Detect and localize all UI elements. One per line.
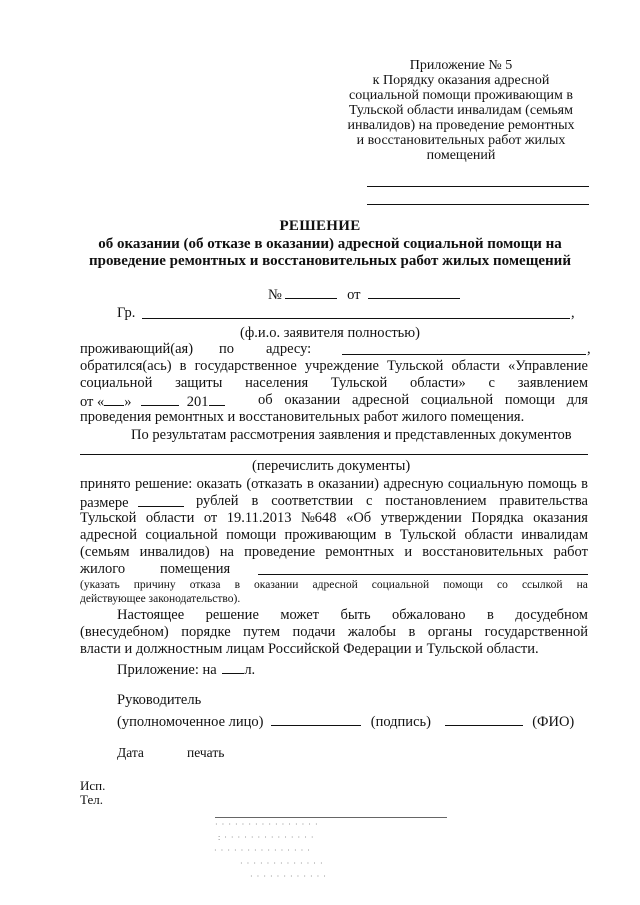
- word: правительства: [499, 493, 588, 509]
- word: области»: [410, 375, 466, 391]
- stamp-line: [215, 817, 447, 818]
- word: социальную: [447, 476, 524, 492]
- citizen-name-line: [142, 318, 570, 319]
- appeal-right-line-2: [80, 624, 588, 641]
- word: досудебном: [515, 607, 588, 623]
- word: подачи: [292, 624, 336, 640]
- word: помощи: [504, 392, 555, 408]
- address-w3: адресу:: [266, 341, 312, 357]
- annex-line: инвалидов) на проведение ремонтных: [347, 118, 575, 133]
- decision-line-6-b: помещения: [160, 561, 231, 577]
- appeal-right-line-1: [117, 607, 588, 624]
- word: «Об: [346, 510, 372, 526]
- attachment-row: [117, 660, 255, 679]
- word: порядке: [181, 624, 231, 640]
- word: адресной: [80, 527, 138, 543]
- word: Тульской: [330, 375, 388, 391]
- stamp-noise: · · · · · · · · · · · · ·: [240, 859, 324, 868]
- number-date-row: [268, 285, 460, 304]
- appeal-right-line-3: власти и должностным лицам Российской Федерации и Тульской области.: [80, 641, 539, 657]
- documents-line: [80, 454, 588, 455]
- appeal-line-2: [80, 375, 588, 392]
- word: Порядка: [471, 510, 524, 526]
- word: от: [203, 510, 218, 526]
- fio-blank: [445, 712, 523, 726]
- phone-label: Тел.: [80, 792, 103, 807]
- word: государственной: [484, 624, 588, 640]
- number-label: №: [268, 287, 282, 303]
- word: об: [258, 392, 273, 408]
- word: обжаловано: [392, 607, 466, 623]
- word: ссылкой: [521, 579, 563, 591]
- word: инвалидов): [139, 544, 210, 560]
- word: и: [404, 544, 413, 560]
- word: быть: [340, 607, 371, 623]
- word: проживающим: [284, 527, 377, 543]
- word: оказании: [284, 392, 341, 408]
- date-blank: [368, 285, 460, 299]
- word: на: [219, 544, 234, 560]
- annex-line: Приложение № 5: [409, 58, 513, 73]
- word: на: [576, 579, 588, 591]
- word: заявлением: [517, 375, 588, 391]
- decision-line-1: [80, 476, 588, 493]
- word: отказа: [189, 579, 221, 591]
- word: в: [234, 579, 240, 591]
- recipient-line: [367, 204, 589, 205]
- word: (внесудебном): [80, 624, 169, 640]
- appeal-line-4: проведения ремонтных и восстановительных работ жилого помещения.: [80, 409, 525, 425]
- word: адресной: [352, 392, 410, 408]
- word: адресной: [312, 579, 358, 591]
- word: в: [179, 358, 187, 374]
- word: со: [497, 579, 508, 591]
- word: (отказать: [246, 476, 303, 492]
- word: утверждении: [380, 510, 462, 526]
- decision-line-2-end: [196, 493, 588, 510]
- documents-hint: (перечислить документы): [252, 458, 411, 474]
- text: (ФИО): [532, 714, 575, 730]
- word: Настоящее: [117, 607, 185, 623]
- annex-line: Тульской области инвалидам (семьям: [349, 103, 573, 118]
- word: принято: [80, 476, 131, 492]
- year-blank: [209, 392, 225, 406]
- results-text: По результатам рассмотрения заявления и представленных документов: [131, 427, 572, 443]
- word: в: [251, 493, 259, 509]
- word: рублей: [196, 493, 239, 509]
- word: государственное: [194, 358, 297, 374]
- pages-blank: [222, 660, 244, 674]
- date-label: от: [347, 287, 361, 303]
- word: обратился(ась): [80, 358, 172, 374]
- word: адресную: [383, 476, 444, 492]
- word: помощь: [527, 476, 577, 492]
- word: оказания: [533, 510, 588, 526]
- word: социальной: [145, 527, 218, 543]
- word: в: [306, 476, 314, 492]
- word: решение:: [135, 476, 193, 492]
- refusal-hint-line-2: действующее законодательство).: [80, 593, 241, 605]
- amount-blank: [138, 493, 184, 507]
- text: Приложение: на: [117, 662, 217, 678]
- day-blank: [104, 392, 124, 406]
- month-blank: [141, 392, 179, 406]
- stamp-noise: · · · · · · · · · · · · · · ·: [214, 846, 311, 855]
- word: с: [488, 375, 495, 391]
- stamp-noise: · · · · · · · · · · · ·: [250, 872, 327, 881]
- word: защиты: [175, 375, 223, 391]
- text: (уполномоченное лицо): [117, 714, 264, 730]
- head-row: [117, 712, 574, 731]
- decision-line-5: [80, 544, 588, 561]
- appeal-line-1: [80, 358, 588, 375]
- citizen-label: Гр.: [117, 305, 136, 321]
- word: населения: [245, 375, 309, 391]
- annex-header: [330, 58, 592, 163]
- word: учреждение: [304, 358, 379, 374]
- stamp-noise: : · · · · · · · · · · · · · ·: [218, 833, 315, 842]
- word: в: [486, 607, 494, 623]
- text: 201: [186, 394, 209, 410]
- word: оказании): [318, 476, 379, 492]
- word: 19.11.2013: [226, 510, 292, 526]
- citizen-comma: ,: [571, 305, 575, 321]
- word: в: [581, 476, 588, 492]
- word: социальной: [371, 579, 430, 591]
- decision-line-6-a: жилого: [80, 561, 126, 577]
- word: Тульской: [399, 527, 457, 543]
- annex-line: к Порядку оказания адресной: [372, 73, 550, 88]
- word: (указать: [80, 579, 120, 591]
- word: в: [384, 527, 392, 543]
- word: области: [464, 527, 513, 543]
- word: для: [566, 392, 588, 408]
- word: постановлением: [385, 493, 487, 509]
- date-label-footer: Дата: [117, 745, 144, 760]
- word: №648: [300, 510, 337, 526]
- decision-line-4: [80, 527, 588, 544]
- word: Тульской: [386, 358, 444, 374]
- decision-line-3: [80, 510, 588, 527]
- address-comma: ,: [587, 341, 591, 357]
- word: социальной: [420, 392, 494, 408]
- word: (семьям: [80, 544, 130, 560]
- text: размере: [80, 495, 129, 511]
- annex-line: социальной помощи проживающим в: [349, 88, 573, 103]
- number-blank: [285, 285, 337, 299]
- word: в: [408, 624, 416, 640]
- word: области: [451, 358, 500, 374]
- signature-blank: [271, 712, 361, 726]
- word: решение: [205, 607, 259, 623]
- address-w2: по: [219, 341, 235, 357]
- text: л.: [244, 662, 256, 678]
- word: соответствии: [271, 493, 354, 509]
- word: причину: [133, 579, 176, 591]
- reason-line: [258, 574, 588, 575]
- recipient-line: [367, 186, 589, 187]
- word: ремонтных: [325, 544, 395, 560]
- word: области: [145, 510, 195, 526]
- word: жалобы: [347, 624, 397, 640]
- document-subtitle: об оказании (об отказе в оказании) адресной социальной помощи на проведение ремонтных и восстановительных работ жилых помещений: [89, 236, 571, 269]
- head-title: Руководитель: [117, 692, 202, 708]
- word: путем: [243, 624, 281, 640]
- word: восстановительных: [422, 544, 544, 560]
- address-w1: проживающий(ая): [80, 341, 194, 357]
- stamp-noise: · · · · · · · · · · · · · · · ·: [215, 820, 319, 829]
- word: Тульской: [80, 510, 137, 526]
- word: органы: [427, 624, 473, 640]
- annex-line: и восстановительных работ жилых: [356, 133, 566, 148]
- fio-hint: (ф.и.о. заявителя полностью): [240, 325, 420, 341]
- word: помощи: [443, 579, 483, 591]
- annex-line: помещений: [426, 148, 496, 163]
- word: инвалидам: [521, 527, 588, 543]
- executor-label: Исп.: [80, 778, 106, 793]
- word: с: [366, 493, 373, 509]
- document-title: РЕШЕНИЕ: [279, 218, 361, 234]
- word: работ: [553, 544, 588, 560]
- refusal-hint-line-1: [80, 578, 588, 593]
- text: (подпись): [370, 714, 431, 730]
- word: может: [280, 607, 320, 623]
- word: «Управление: [508, 358, 588, 374]
- word: оказать: [196, 476, 242, 492]
- text: »: [124, 394, 132, 410]
- address-line: [342, 354, 586, 355]
- word: проведение: [244, 544, 316, 560]
- text: от «: [80, 394, 105, 410]
- word: помощи: [226, 527, 277, 543]
- seal-label: печать: [187, 745, 225, 760]
- word: оказании: [254, 579, 299, 591]
- appeal-line-3-end: [258, 392, 588, 409]
- word: социальной: [80, 375, 153, 391]
